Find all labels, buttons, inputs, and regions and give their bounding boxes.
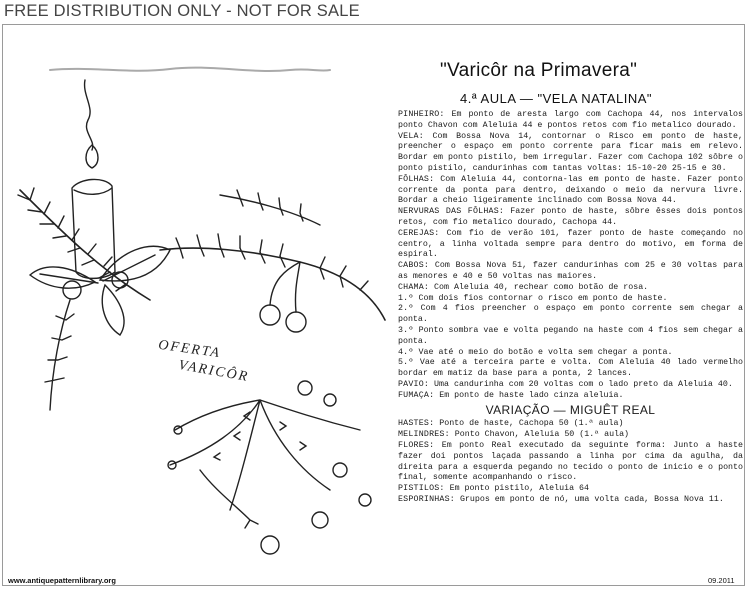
publication-date: 09.2011 — [708, 576, 735, 585]
variation-text: Grupos em ponto de nó, uma volta cada, Bossa Nova 11. — [454, 494, 724, 504]
instruction-paragraph — [398, 261, 743, 283]
variation-paragraph — [398, 419, 743, 430]
art-caption-line2: VARICÔR — [177, 357, 251, 386]
instruction-paragraph — [398, 283, 743, 294]
instruction-text: Uma candurinha com 20 voltas com o lado preto da Aleluia 40. — [429, 379, 733, 389]
instruction-text: Com Aleluia 40, rechear como botão de rosa. — [429, 282, 649, 292]
instruction-text: Vae até o meio do botão e volta sem chegar a ponta. — [413, 347, 673, 357]
variation-text: Em ponto Real executado da seguinte forma: Junto a haste fazer doi pontos laçada passando a linha por cima da agulha, da direita para a esquerda pegando no tecido o ponto de inicio e o ponto final, somente acompanhando o risco. — [398, 440, 743, 483]
instruction-label: VELA: — [398, 131, 424, 141]
variation-text: Ponto Chavon, Aleluia 50 (1.ª aula) — [449, 430, 630, 440]
variation-paragraph — [398, 495, 743, 506]
instruction-label: 3.º — [398, 325, 414, 335]
instruction-paragraph — [398, 207, 743, 229]
variation-label: HASTES: — [398, 419, 435, 429]
instruction-text: Com Bossa Nova 14, contornar o Risco em ponto de haste, preencher o espaço em ponto corrente para ficar mais em relevo. Bordar em ponto pistilo, bem irregular. Fazer com Cachopa 102 sôbre o ponto pistilo, candurinhas com tantas voltas: 15-10-20 25-15 e 30. — [398, 131, 743, 173]
instruction-paragraph — [398, 294, 743, 305]
instruction-text: Com 4 fios preencher o espaço em ponto corrente sem chegar a ponta. — [398, 304, 743, 325]
variation-label: PISTILOS: — [398, 484, 445, 494]
instruction-paragraph — [398, 348, 743, 359]
variation-text: Em ponto pistilo, Aleluia 64 — [444, 484, 590, 494]
instruction-text: Com dois fios contornar o risco em ponto de haste. — [413, 293, 668, 303]
instruction-text: Em ponto de aresta largo com Cachopa 44, nos intervalos ponto Chavon com Aleluia 44 e pontos retos com fio metalico dourado. — [398, 110, 743, 130]
page-title: "Varicôr na Primavera" — [440, 60, 638, 81]
instruction-label: CHAMA: — [398, 282, 430, 292]
instruction-label: PAVIO: — [398, 379, 430, 389]
instruction-label: 4.º — [398, 347, 414, 357]
instruction-text: Com fio de verão 101, fazer ponto de haste começando no centro, a linha voltada sempre para dentro do motivo, em forma de espiral. — [398, 228, 743, 260]
instruction-label: CABOS: — [398, 261, 430, 271]
instruction-text: Com Bossa Nova 51, fazer candurinhas com 25 e 30 voltas para as menores e 40 e 50 voltas nas maiores. — [398, 261, 743, 281]
variation-paragraph — [398, 441, 743, 484]
variation-label: MELINDRES: — [398, 430, 450, 440]
instruction-paragraph — [398, 304, 743, 326]
instruction-label: FUMAÇA: — [398, 390, 435, 400]
instruction-label: 5.º — [398, 358, 414, 368]
instruction-paragraph — [398, 229, 743, 261]
instruction-text: Fazer ponto de haste, sôbre êsses dois pontos retos, com fio metalico dourado, Cachopa 44. — [398, 207, 743, 227]
instruction-paragraph — [398, 175, 743, 207]
variation-label: ESPORINHAS: — [398, 494, 455, 504]
instruction-text: Com Aleluia 44, contorna-las em ponto de haste. Fazer ponto corrente da ponta para dentro, deixando o meio da nervura livre. Bordar a cheio ligeiramente inclinado com Bossa Nova 44. — [398, 174, 743, 206]
instruction-label: NERVURAS DAS FÔLHAS: — [398, 207, 505, 217]
instruction-label: CEREJAS: — [398, 228, 440, 238]
instruction-label: 1.º — [398, 293, 414, 303]
variation-heading: VARIAÇÃO — MIGUÊT REAL — [485, 402, 656, 417]
art-caption-line1: OFERTA — [157, 337, 222, 362]
instructions-body — [398, 110, 743, 506]
variation-text: Ponto de haste, Cachopa 50 (1.ª aula) — [434, 419, 624, 429]
distribution-banner: FREE DISTRIBUTION ONLY - NOT FOR SALE — [4, 2, 360, 20]
instruction-paragraph — [398, 380, 743, 391]
variation-paragraph — [398, 430, 743, 441]
instruction-paragraph — [398, 132, 743, 175]
instruction-text: Em ponto de haste lado cinza aleluia. — [434, 390, 624, 400]
instruction-text: Ponto sombra vae e volta pegando na haste com 4 fios sem chegar a ponta. — [398, 325, 743, 346]
instruction-label: 2.º — [398, 304, 414, 314]
instruction-paragraph — [398, 110, 743, 132]
source-url: www.antiquepatternlibrary.org — [8, 576, 116, 585]
lesson-subtitle: 4.ª AULA — "VELA NATALINA" — [460, 91, 653, 106]
instruction-paragraph — [398, 358, 743, 380]
variation-paragraph — [398, 484, 743, 495]
instruction-paragraph — [398, 326, 743, 348]
instruction-text: Vae até a terceira parte e volta. Com Aleluia 40 lado vermelho bordar em matiz da base para a ponta, 2 lances. — [398, 358, 743, 379]
instruction-label: PINHEIRO: — [398, 110, 445, 119]
instruction-label: FÔLHAS: — [398, 174, 435, 184]
variation-label: FLORES: — [398, 440, 435, 450]
instruction-paragraph — [398, 391, 743, 402]
